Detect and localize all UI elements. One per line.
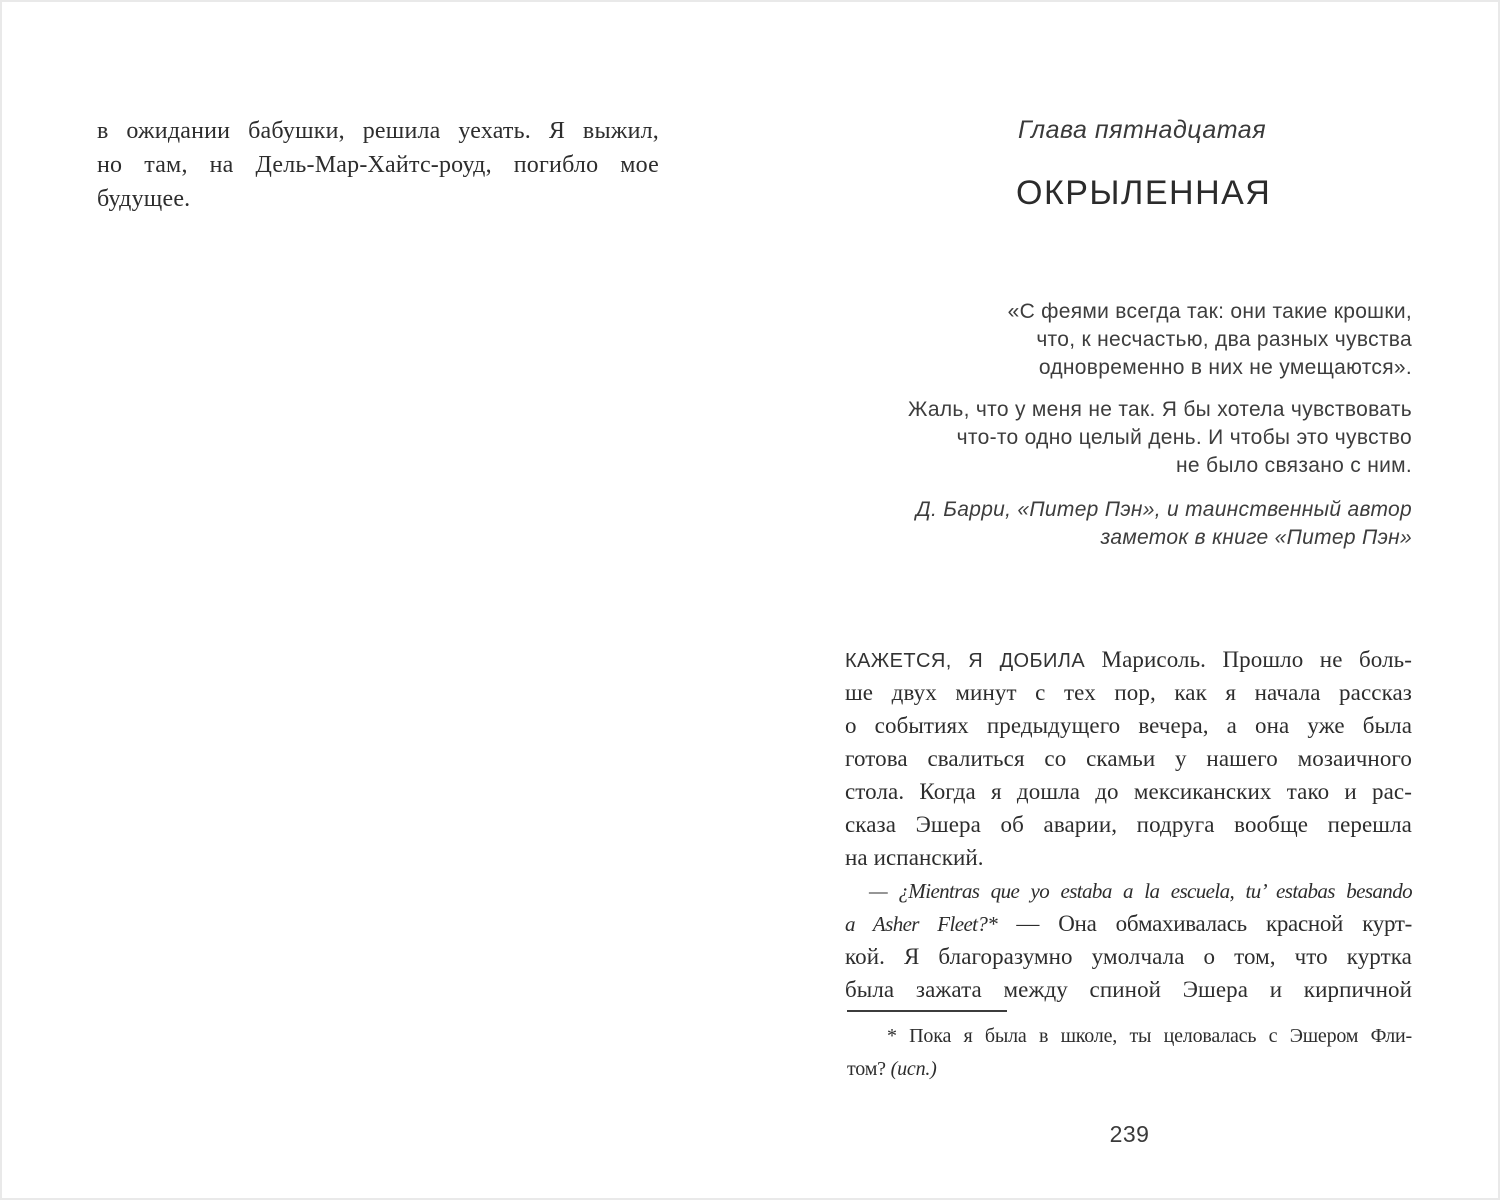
footnote-text: том? [847,1058,891,1080]
left-page-paragraph [97,114,659,216]
body-line: была зажата между спиной Эшера и кирпичной [845,977,1412,1002]
body-line: ше двух минут с тех пор, как я начала рассказ [845,680,1412,705]
epigraph-line: что, к несчастью, два разных чувства [1036,328,1412,351]
epigraph-quote-1 [847,298,1412,382]
body-line: о событиях предыдущего вечера, а она уже была [845,713,1412,738]
footnote-divider [847,1010,1007,1012]
spanish-italic-text: — ¿Mientras que yo estaba a la escuela, tu’ estabas besando [869,879,1412,903]
body-line-spanish [845,874,1412,907]
footnote-line: * Пока я была в школе, ты целовалась с Эшером Фли- [887,1025,1412,1047]
body-line: готова свалиться со скамьи у нашего мозаичного [845,746,1412,771]
body-text [845,643,1412,1006]
chapter-title: ОКРЫЛЕННАЯ [1016,174,1272,212]
body-line-text: — Она обмахивалась красной курт- [997,911,1412,936]
left-paragraph-line: будущее. [97,186,191,212]
body-line [845,643,1412,676]
lead-in-caps: КАЖЕТСЯ, Я ДОБИЛА [845,650,1086,672]
epigraph-line: не было связано с ним. [1176,454,1412,477]
footnote [847,1020,1412,1086]
body-line: сказа Эшера об аварии, подруга вообще перешла [845,812,1412,837]
epigraph-line: Жаль, что у меня не так. Я бы хотела чувствовать [907,398,1412,421]
epigraph-line: одновременно в них не умещаются». [1038,356,1412,379]
body-line: кой. Я благоразумно умолчала о том, что куртка [845,944,1412,969]
epigraph-line: «С феями всегда так: они такие крошки, [1007,300,1412,323]
footnote-line [847,1053,1412,1086]
epigraph-attribution-line: заметок в книге «Питер Пэн» [1100,526,1412,549]
body-line: на испанский. [845,845,984,870]
body-line: стола. Когда я дошла до мексиканских тако и рас- [845,779,1412,804]
footnote-lang-note: (исп.) [890,1058,937,1080]
epigraph-line: что-то одно целый день. И чтобы это чувство [956,426,1412,449]
epigraph [847,298,1412,552]
epigraph-attribution-line: Д. Барри, «Питер Пэн», и таинственный автор [915,498,1412,521]
body-line [845,907,1412,940]
epigraph-attribution [847,496,1412,552]
epigraph-quote-2 [847,396,1412,480]
chapter-label: Глава пятнадцатая [1018,116,1267,144]
page-number: 239 [1109,1121,1150,1147]
left-paragraph-line: но там, на Дель-Мар-Хайтс-роуд, погибло мое [97,152,659,178]
left-paragraph-line: в ожидании бабушки, решила уехать. Я выжил, [97,118,659,144]
spanish-italic-text: a Asher Fleet?* [845,912,998,936]
body-line-text: Марисоль. Прошло не боль- [1085,647,1412,672]
